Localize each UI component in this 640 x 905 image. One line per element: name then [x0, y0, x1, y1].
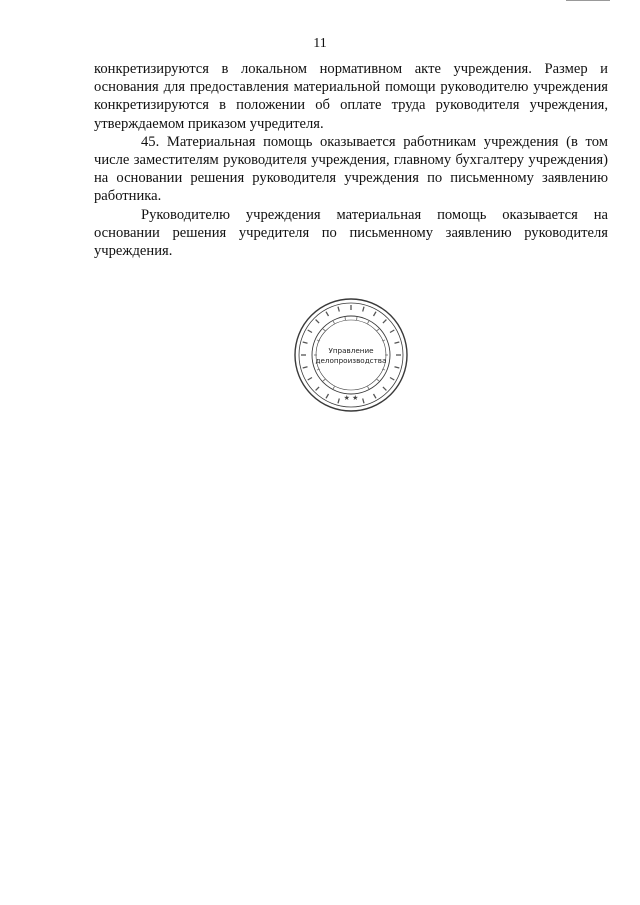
stamp-line-1: Управление [328, 346, 374, 355]
document-body [94, 60, 608, 260]
svg-text:★ ★: ★ ★ [343, 394, 359, 402]
page-number: 11 [313, 36, 327, 51]
corner-mark [566, 0, 610, 4]
round-seal-icon [292, 296, 410, 414]
paragraph-continuation: конкретизируются в локальном нормативном акте учреждения. Размер и основания для предоставления материальной помощи руководителю учреждения конкретизируются в положении об оплате труда руководителя учреждения, утверждаемом приказом учредителя. [94, 61, 608, 132]
paragraph-45: 45. Материальная помощь оказывается работникам учреждения (в том числе заместителям руководителя учреждения, главному бухгалтеру учреждения) на основании решения руководителя учреждения по письменному заявлению работника. [94, 133, 608, 205]
stamp-line-2: делопроизводства [315, 356, 387, 365]
paragraph-director-aid: Руководителю учреждения материальная помощь оказывается на основании решения учредителя по письменному заявлению руководителя учреждения. [94, 206, 608, 260]
